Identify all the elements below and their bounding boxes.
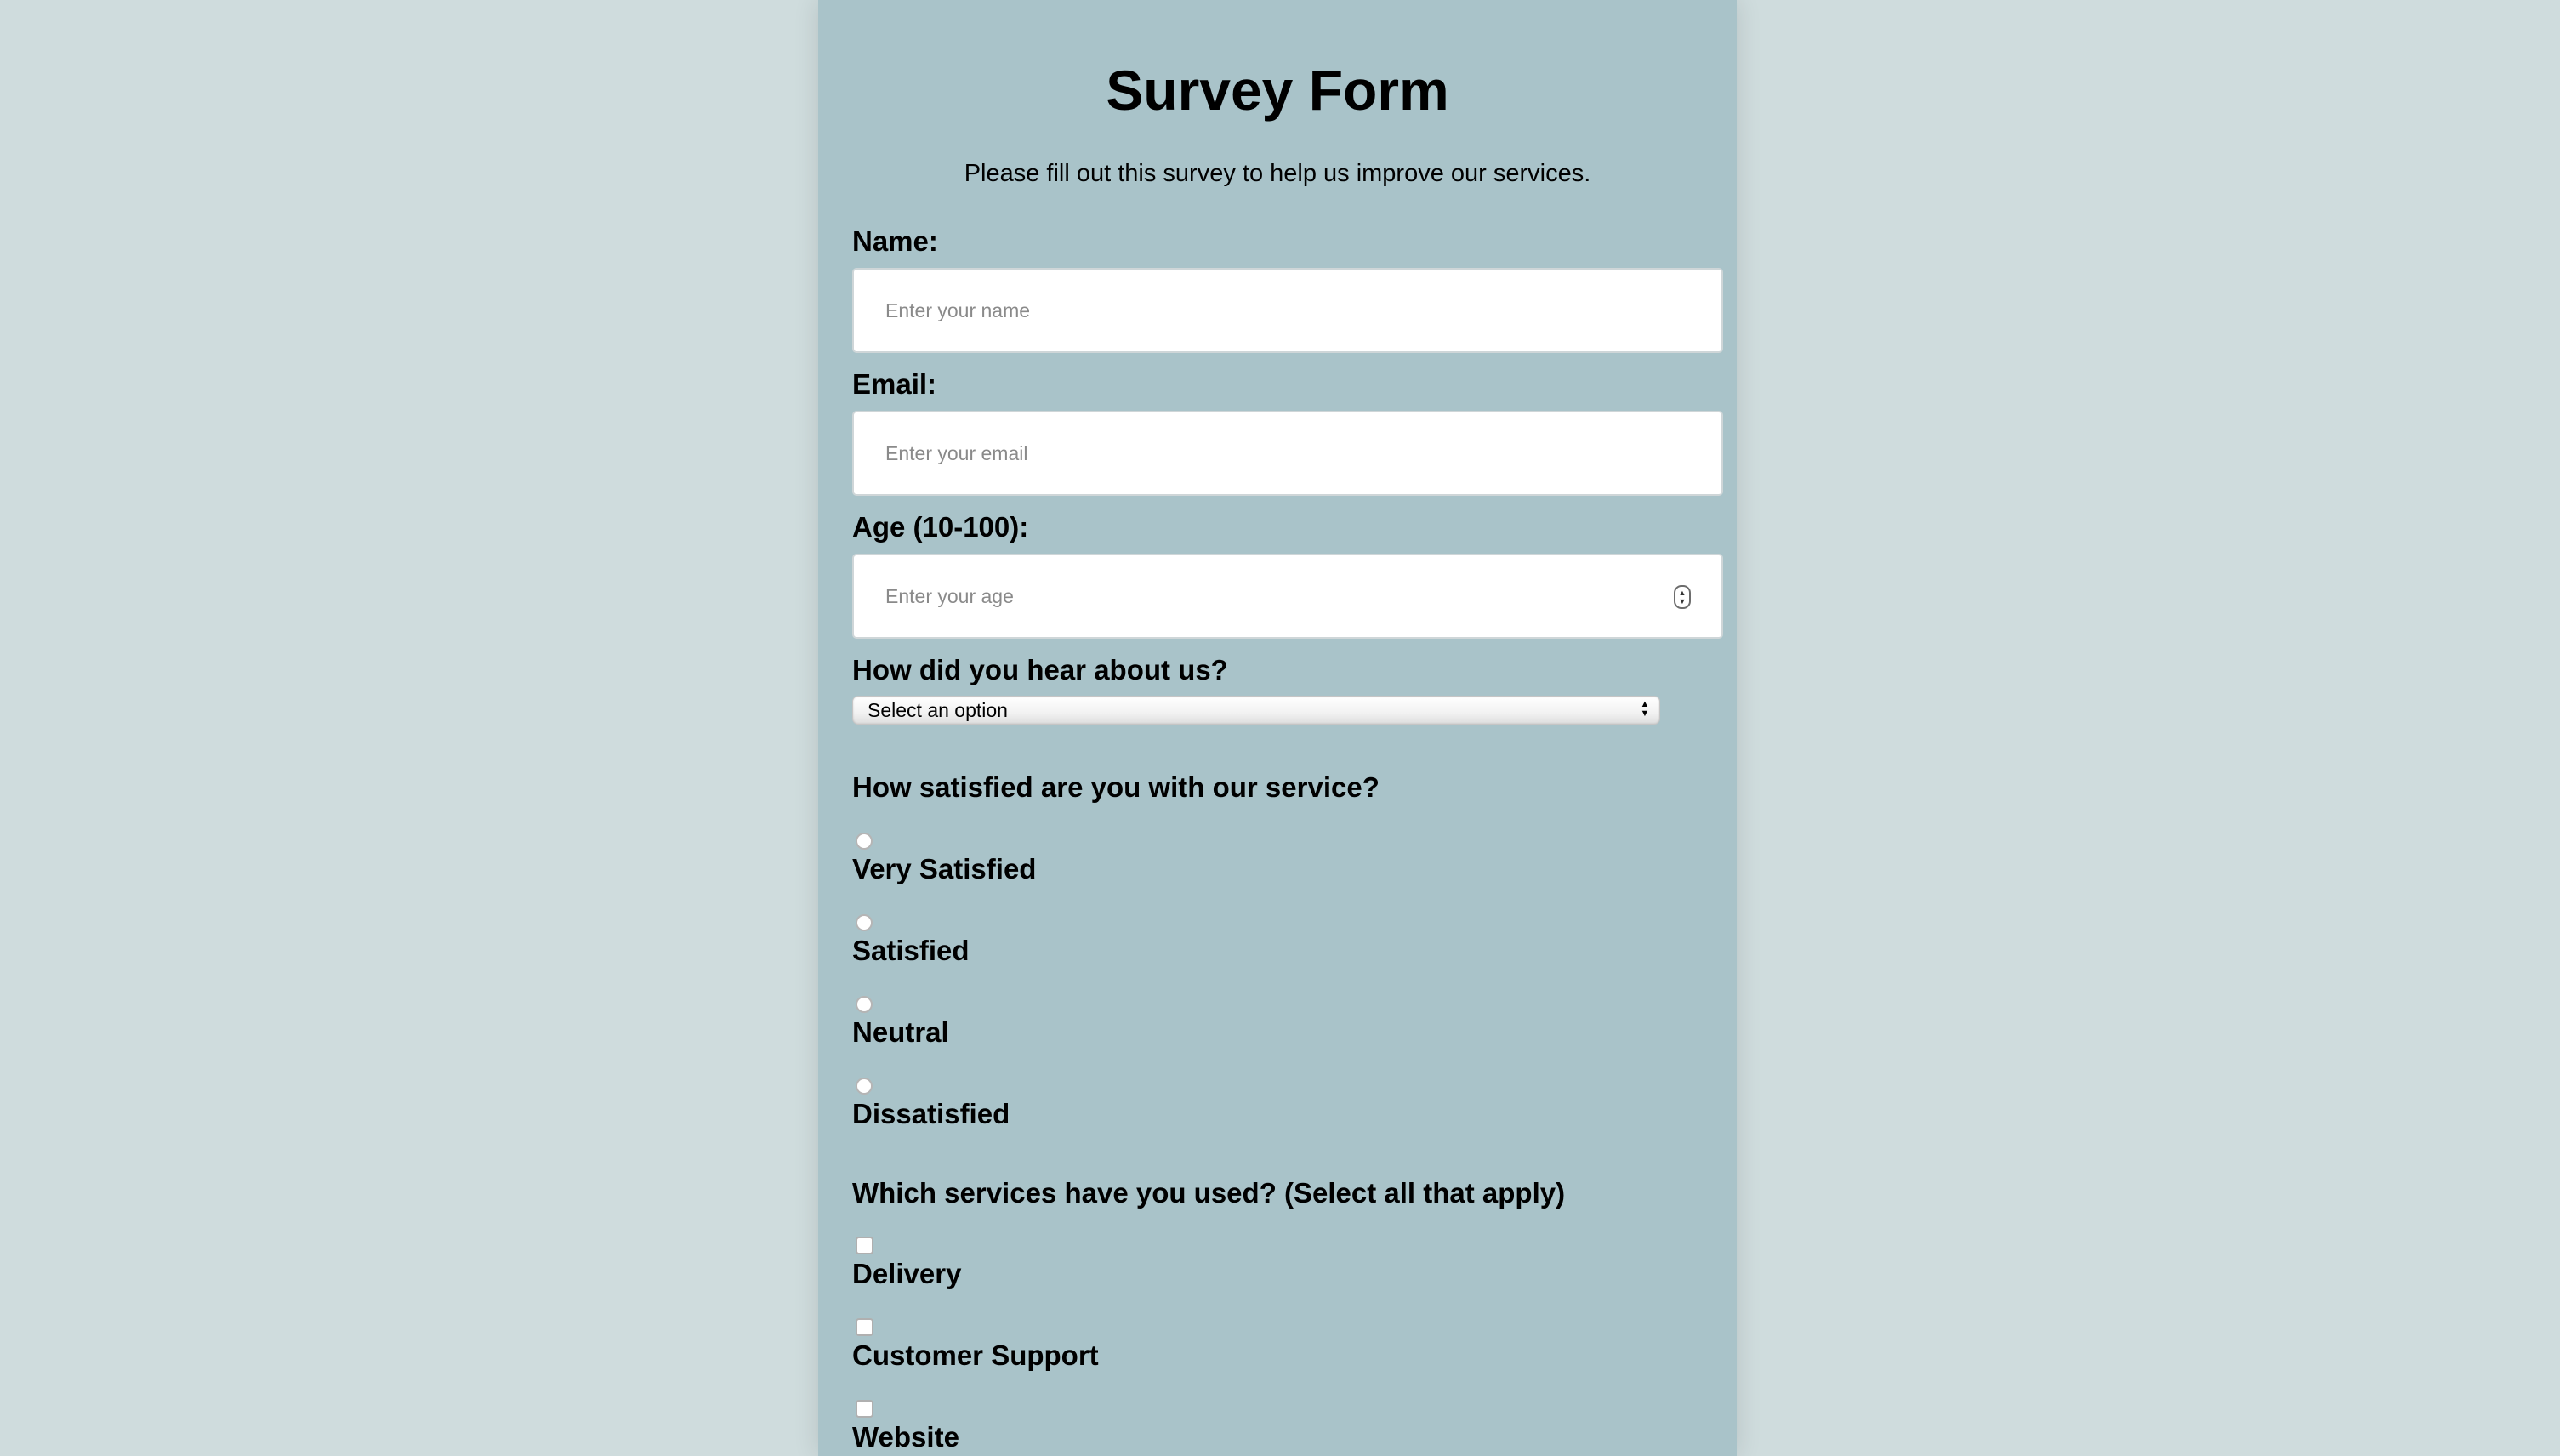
satisfaction-label: How satisfied are you with our service?: [852, 771, 1380, 803]
radio-very-satisfied[interactable]: [856, 833, 873, 850]
name-label: Name:: [852, 225, 938, 257]
age-placeholder: Enter your age: [885, 585, 1014, 607]
checkbox-label-website: Website: [852, 1421, 959, 1453]
radio-satisfied[interactable]: [856, 914, 873, 931]
survey-form: [818, 0, 1737, 1456]
age-label: Age (10-100):: [852, 511, 1029, 543]
email-label: Email:: [852, 368, 937, 400]
checkbox-website[interactable]: [856, 1400, 873, 1418]
radio-label-very-satisfied: Very Satisfied: [852, 853, 1037, 884]
referral-label: How did you hear about us?: [852, 654, 1228, 685]
email-placeholder: Enter your email: [885, 442, 1028, 464]
radio-neutral[interactable]: [856, 996, 873, 1013]
age-input[interactable]: [852, 554, 1723, 639]
page-title: Survey Form: [1106, 59, 1449, 122]
form-subtitle: Please fill out this survey to help us improve our services.: [964, 160, 1591, 187]
radio-dissatisfied[interactable]: [856, 1078, 873, 1095]
checkbox-customer-support[interactable]: [856, 1318, 873, 1336]
referral-select-value: Select an option: [868, 699, 1008, 721]
email-input[interactable]: [852, 411, 1723, 496]
name-placeholder: Enter your name: [885, 299, 1031, 321]
referral-select[interactable]: [852, 696, 1660, 725]
name-input[interactable]: [852, 268, 1723, 353]
radio-label-dissatisfied: Dissatisfied: [852, 1098, 1010, 1129]
up-down-chevron-icon: ▲ ▼: [1640, 699, 1650, 719]
checkbox-label-delivery: Delivery: [852, 1258, 962, 1289]
spinner-arrows-icon[interactable]: ▲ ▼: [1674, 585, 1691, 609]
services-label: Which services have you used? (Select all that apply): [852, 1177, 1566, 1209]
radio-label-neutral: Neutral: [852, 1016, 949, 1048]
checkbox-delivery[interactable]: [856, 1237, 873, 1254]
checkbox-label-customer-support: Customer Support: [852, 1339, 1099, 1371]
radio-label-satisfied: Satisfied: [852, 935, 970, 966]
